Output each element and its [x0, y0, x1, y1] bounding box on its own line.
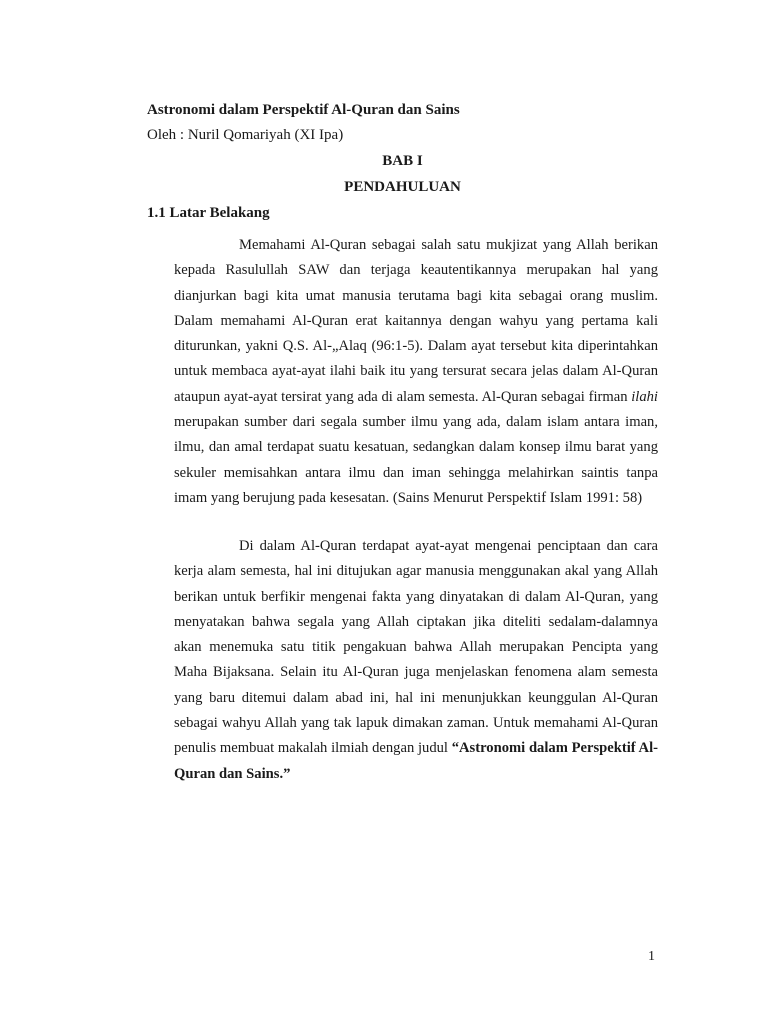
page-number: 1	[648, 949, 655, 964]
chapter-title: PENDAHULUAN	[344, 179, 461, 195]
paragraph-1	[174, 233, 658, 511]
section-heading: 1.1 Latar Belakang	[147, 205, 270, 221]
document-title: Astronomi dalam Perspektif Al-Quran dan Sains	[147, 102, 460, 118]
paragraph-2	[174, 534, 658, 787]
author-line: Oleh : Nuril Qomariyah (XI Ipa)	[147, 127, 344, 143]
paragraph-2-text: Di dalam Al-Quran terdapat ayat-ayat mengenai penciptaan dan cara kerja alam semesta, hal ini ditujukan agar manusia menggunakan akal yang Allah berikan untuk berfikir mengenai fakta yang dinyatakan di dalam Al-Quran, yang menyatakan bahwa segala yang Allah ciptakan jika diteliti sedalam-dalamnya akan menemuka satu titik pengakuan bahwa Allah merupakan Pencipta yang Maha Bijaksana. Selain itu Al-Quran juga menjelaskan fenomena alam semesta yang baru ditemui dalam abad ini, hal ini menunjukkan keunggulan Al-Quran sebagai wahyu Allah yang tak lapuk dimakan zaman. Untuk memahami Al-Quran penulis membuat makalah ilmiah dengan judul	[174, 538, 658, 757]
paragraph-1-text-continued: merupakan sumber dari segala sumber ilmu yang ada, dalam islam antara iman, ilmu, dan amal terdapat suatu kesatuan, sedangkan dalam konsep ilmu barat yang sekuler memisahkan antara ilmu dan iman sehingga melahirkan saintis tanpa imam yang berujung pada kesesatan. (Sains Menurut Perspektif Islam 1991: 58)	[174, 414, 658, 506]
paragraph-1-text: Memahami Al-Quran sebagai salah satu mukjizat yang Allah berikan kepada Rasulullah SAW dan terjaga keautentikannya merupakan hal yang dianjurkan bagi kita umat manusia terutama bagi kita sebagai orang muslim. Dalam memahami Al-Quran erat kaitannya dengan wahyu yang pertama kali diturunkan, yakni Q.S. Al-„Alaq (96:1-5). Dalam ayat tersebut kita diperintahkan untuk membaca ayat-ayat ilahi baik itu yang tersurat secara jelas dalam Al-Quran ataupun ayat-ayat tersirat yang ada di alam semesta. Al-Quran sebagai firman	[174, 237, 658, 405]
chapter-number: BAB I	[382, 153, 423, 169]
paragraph-1-italic-word: ilahi	[631, 388, 658, 405]
paragraph-2-bold-title: “Astronomi dalam Perspektif Al-Quran dan Sains.”	[174, 740, 659, 782]
